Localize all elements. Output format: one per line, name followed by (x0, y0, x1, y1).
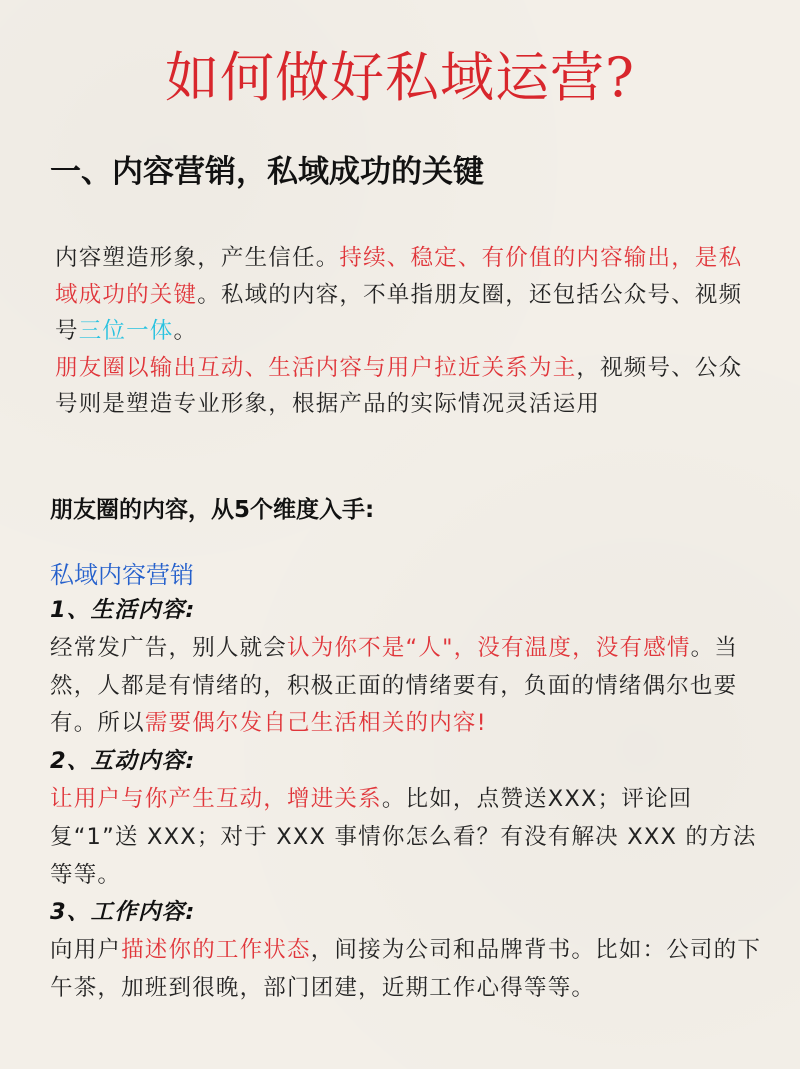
text-span: 。私域的内容，不单指朋友圈，还包括公众号、视频号 (55, 281, 743, 344)
item-label-life: 1、生活内容: (50, 597, 196, 623)
red-highlight: 朋友圈以输出互动、生活内容与用户拉近关系为主 (55, 354, 577, 381)
page-title: 如何做好私域运营? (165, 46, 635, 109)
item-label-interaction: 2、互动内容: (50, 748, 196, 775)
intro-paragraph-1 (55, 240, 755, 350)
text-span: 内容塑造形象，产生信任。 (55, 245, 340, 271)
text-span: 。当然，人都是有情绪的，积极正面的情绪要有，负面的情绪偶尔也要有。所以 (50, 634, 739, 737)
section-heading-content-marketing: 一、内容营销，私域成功的关键 (50, 154, 484, 190)
red-highlight: 持续、稳定、有价值的内容输出，是私域成功的关键 (55, 245, 743, 308)
item-text-work (50, 932, 762, 1008)
text-span: 。比如，点赞送XXX；评论回复“1”送 XXX；对于 XXX 事情你怎么看？有没有解决 XXX 的方法等等。 (50, 785, 757, 888)
red-highlight: 让用户与你产生互动，增进关系 (50, 785, 382, 812)
intro-paragraph-2 (55, 350, 755, 423)
item-text-interaction (50, 781, 762, 894)
text-span: 经常发广告，别人就会 (50, 634, 288, 661)
text-span: 。 (173, 318, 198, 344)
cyan-highlight: 三位一体 (78, 318, 174, 344)
private-domain-content-heading: 私域内容营销 (50, 561, 194, 589)
intro-text-block (55, 240, 755, 423)
text-span: ，间接为公司和品牌背书。比如：公司的下午茶，加班到很晚，部门团建，近期工作心得等等。 (50, 937, 762, 1001)
item-label-work: 3、工作内容: (50, 899, 196, 926)
red-highlight: 描述你的工作状态 (121, 937, 311, 964)
text-span: ，视频号、公众号则是塑造专业形象，根据产品的实际情况灵活运用 (55, 354, 743, 417)
text-span: 向用户 (50, 937, 122, 964)
content-items-block (50, 592, 762, 1008)
item-text-life (50, 630, 762, 743)
red-highlight: 认为你不是“人"，没有温度，没有感情 (287, 634, 691, 661)
red-highlight: 需要偶尔发自己生活相关的内容! (144, 710, 487, 737)
section-heading-five-dimensions: 朋友圈的内容，从5个维度入手: (50, 497, 375, 523)
